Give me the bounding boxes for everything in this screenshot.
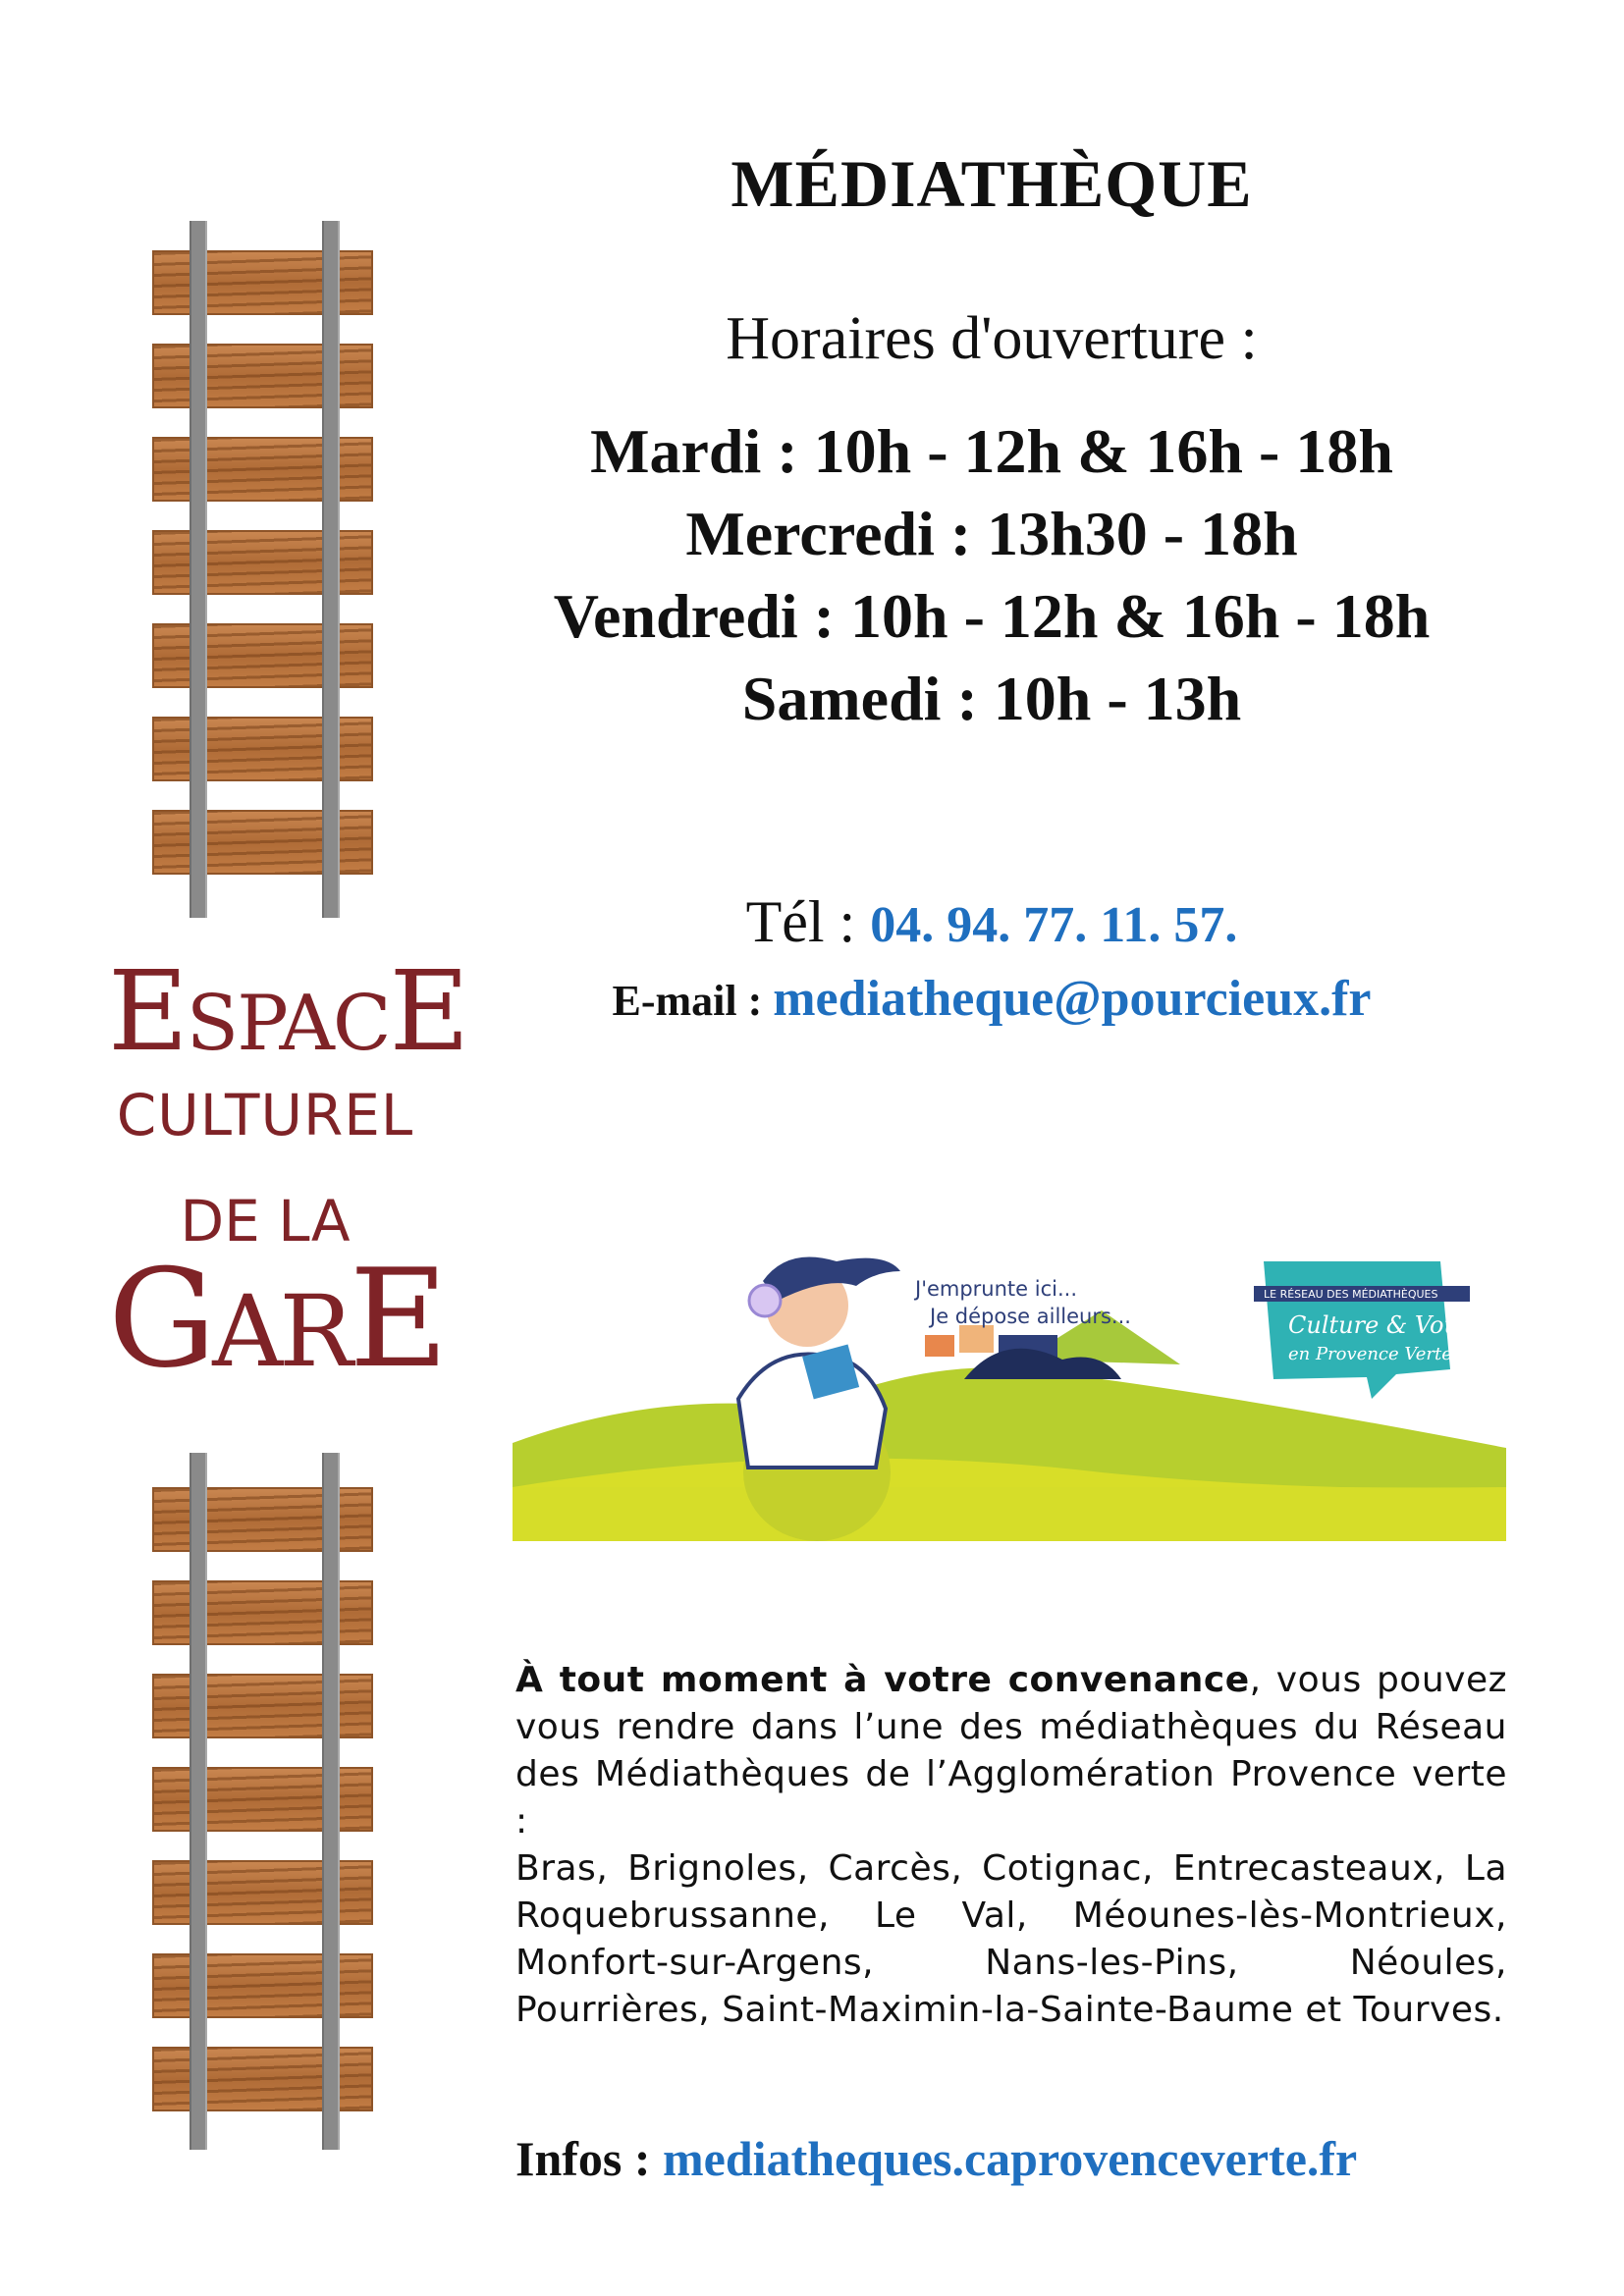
logo-line-espace: ESPACE: [108, 948, 468, 1076]
opening-hours-list: [481, 410, 1502, 740]
track-sleeper: [152, 1580, 373, 1645]
paragraph-body: , vous pouvez vous rendre dans l’une des médiathèques du Réseau des Médiathèques de l’Agglomération Provence verte :: [515, 1660, 1507, 1842]
hours-saturday: Samedi : 10h - 13h: [741, 664, 1242, 733]
track-sleeper: [152, 530, 373, 595]
rail-right: [322, 221, 340, 918]
hours-tuesday: Mardi : 10h - 12h & 16h - 18h: [590, 416, 1393, 486]
house: [925, 1335, 954, 1357]
infos-line: [515, 2130, 1357, 2187]
headphones-icon: [749, 1285, 781, 1316]
network-paragraph: [515, 1657, 1507, 2034]
phone-line: [481, 888, 1502, 956]
track-sleeper: [152, 1487, 373, 1552]
track-sleeper: [152, 717, 373, 781]
railway-track-bottom-image: [152, 1453, 373, 2150]
track-sleeper: [152, 623, 373, 688]
logo-line-gare: GARE: [108, 1240, 445, 1398]
rail-right: [322, 1453, 340, 2150]
hours-friday: Vendredi : 10h - 12h & 16h - 18h: [553, 581, 1431, 651]
track-sleeper: [152, 2047, 373, 2111]
espace-culturel-logo: [108, 948, 468, 1398]
speech-line-1: J'emprunte ici...: [915, 1277, 1077, 1301]
track-sleeper: [152, 1953, 373, 2018]
track-sleeper: [152, 1767, 373, 1832]
town-list: Bras, Brignoles, Carcès, Cotignac, Entrecasteaux, La Roquebrussanne, Le Val, Méounes-lès-Montrieux, Monfort-sur-Argens, Nans-les-Pins, Néoules, Pourrières, Saint-Maximin-la-Sainte-Baume et Tourves.: [515, 1848, 1507, 2030]
reseau-mediatheques-banner: [513, 1242, 1506, 1541]
logo-line-culturel: CULTUREL: [116, 1082, 414, 1148]
house: [959, 1325, 994, 1353]
email-line: [481, 970, 1502, 1028]
track-sleeper: [152, 810, 373, 875]
badge-line-2: en Provence Verte: [1288, 1344, 1452, 1364]
track-sleeper: [152, 437, 373, 502]
infos-label: Infos :: [515, 2131, 664, 2186]
badge-line-1: Culture & Vous: [1288, 1311, 1472, 1339]
railway-track-top-image: [152, 221, 373, 918]
track-sleeper: [152, 1674, 373, 1738]
track-sleeper: [152, 1860, 373, 1925]
phone-label: Tél :: [745, 889, 871, 954]
page-title: MÉDIATHÈQUE: [731, 146, 1253, 221]
logo-line-de-la: DE LA: [180, 1188, 351, 1255]
hours-wednesday: Mercredi : 13h30 - 18h: [685, 499, 1298, 568]
track-sleeper: [152, 250, 373, 315]
phone-number-link[interactable]: 04. 94. 77. 11. 57.: [870, 897, 1238, 953]
opening-hours-heading: Horaires d'ouverture :: [726, 305, 1258, 372]
rail-left: [189, 1453, 207, 2150]
badge-top-text: LE RÉSEAU DES MÉDIATHÈQUES: [1264, 1288, 1438, 1301]
rail-left: [189, 221, 207, 918]
track-sleeper: [152, 344, 373, 408]
paragraph-lead: À tout moment à votre convenance: [515, 1660, 1250, 1700]
email-label: E-mail :: [612, 977, 774, 1025]
infos-website-link[interactable]: mediatheques.caprovenceverte.fr: [663, 2131, 1358, 2186]
speech-line-2: Je dépose ailleurs...: [930, 1305, 1131, 1328]
email-link[interactable]: mediatheque@pourcieux.fr: [773, 971, 1372, 1027]
